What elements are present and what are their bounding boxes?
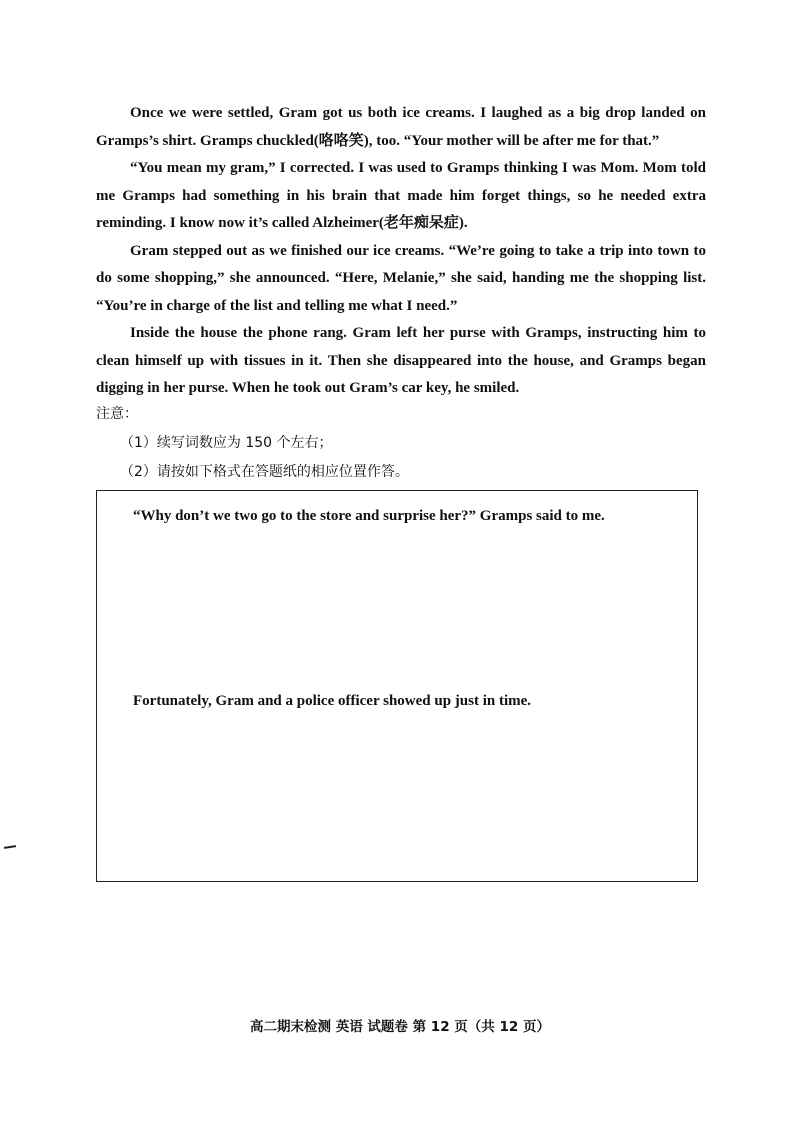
instructions xyxy=(96,400,706,487)
paragraph-1-opening: “Why don’t we two go to the store and surprise her?” Gramps said to me. xyxy=(133,508,605,524)
paragraph-2-opening: Fortunately, Gram and a police officer showed up just in time. xyxy=(133,693,532,709)
passage-paragraph: Once we were settled, Gram got us both ice creams. I laughed as a big drop landed on Gramps’s shirt. Gramps chuckled(咯咯笑), too. “Your mother will be after me for that.” xyxy=(96,105,706,149)
passage-paragraph: Inside the house the phone rang. Gram left her purse with Gramps, instructing him to clean himself up with tissues in it. Then she disappeared into the house, and Gramps began digging in her purse. When he took out Gram’s car key, he smiled. xyxy=(96,325,706,396)
margin-mark xyxy=(4,845,16,849)
passage-paragraph: “You mean my gram,” I corrected. I was used to Gramps thinking I was Mom. Mom told me Gramps had something in his brain that made him forget things, so he needed extra reminding. I know now it’s called Alzheimer(老年痴呆症). xyxy=(96,160,706,231)
instructions-heading: 注意： xyxy=(96,406,138,422)
instruction-item: （2）请按如下格式在答题纸的相应位置作答。 xyxy=(120,464,409,480)
story-passage xyxy=(96,100,706,403)
instruction-item: （1）续写词数应为 150 个左右； xyxy=(120,435,333,451)
passage-paragraph: Gram stepped out as we finished our ice creams. “We’re going to take a trip into town to do some shopping,” she announced. “Here, Melanie,” she said, handing me the shopping list. “You’re in charge of the list and telling me what I need.” xyxy=(96,242,706,314)
answer-box xyxy=(96,490,698,882)
page-footer: 高二期末检测 英语 试题卷 第 12 页（共 12 页） xyxy=(250,1019,550,1035)
